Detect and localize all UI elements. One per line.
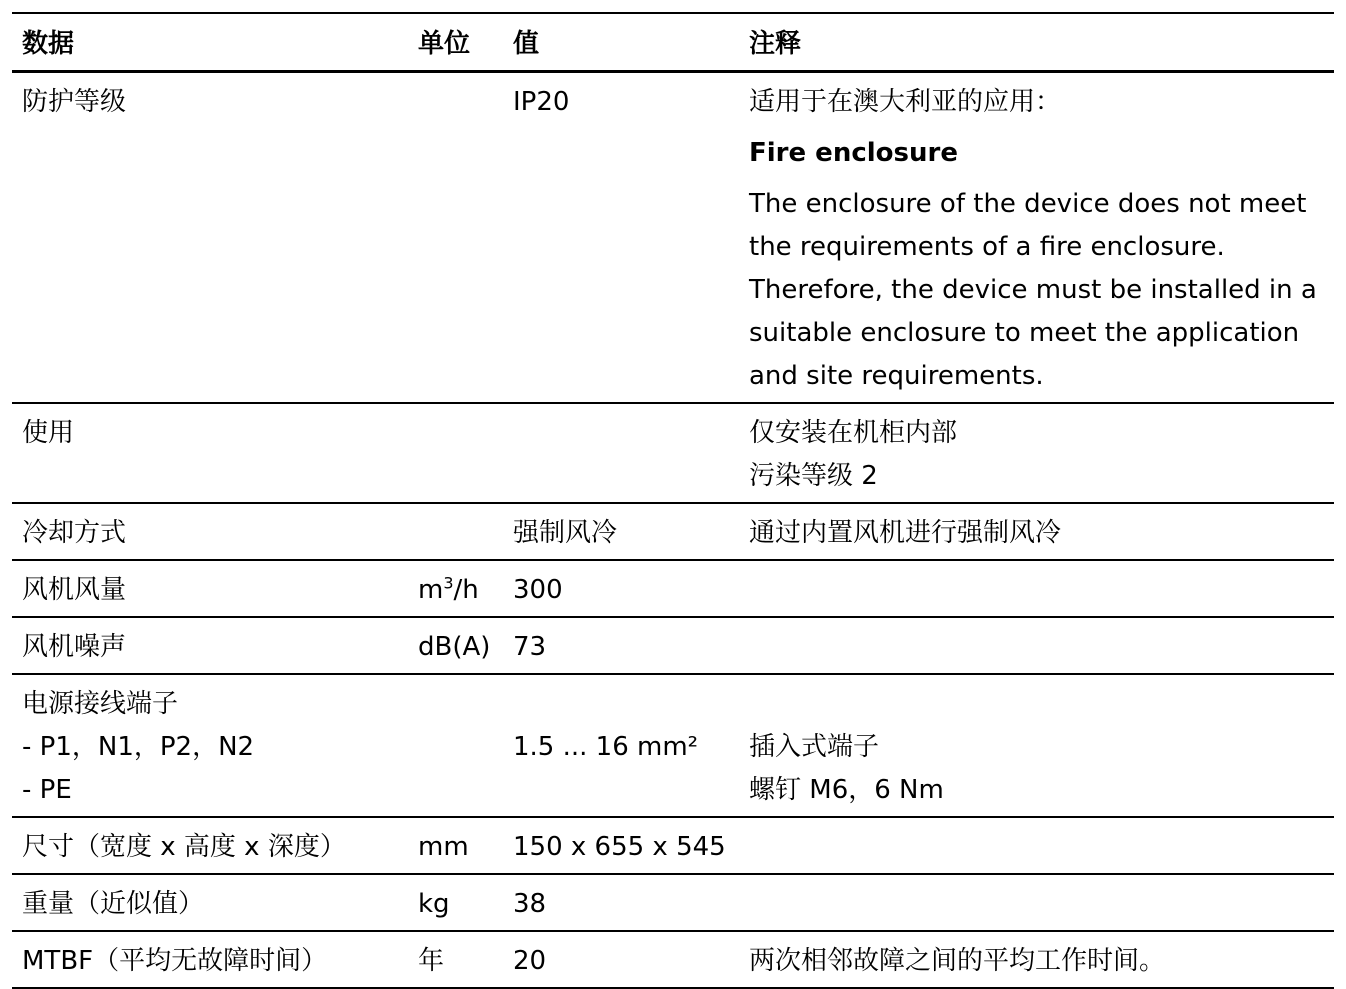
- note-heading: Fire enclosure: [749, 138, 958, 168]
- header-row: [12, 13, 1334, 72]
- row-label-cooling: 冷却方式: [22, 518, 127, 548]
- unit-superscript: 3: [443, 573, 454, 593]
- row-label-mtbf: MTBF（平均无故障时间）: [22, 946, 328, 976]
- row-unit-mtbf: 年: [418, 946, 445, 976]
- row-label-power-terminals: [12, 674, 408, 817]
- row-value-power-terminals: [503, 674, 739, 817]
- table-row: [12, 817, 1334, 874]
- row-value-fan-noise: 73: [513, 632, 547, 662]
- unit-tail: /h: [453, 575, 479, 605]
- row-value-cooling: 强制风冷: [513, 518, 618, 548]
- row-unit-fan-noise: dB(A): [418, 632, 491, 662]
- table-row: [12, 503, 1334, 560]
- table-header: [12, 13, 1334, 72]
- row-value-usage: [503, 403, 739, 503]
- row-value-protection: IP20: [513, 87, 570, 117]
- row-value-dimensions: 150 x 655 x 545: [513, 832, 726, 862]
- note-line: 污染等级 2: [749, 461, 878, 491]
- note-line: 仅安装在机柜内部: [749, 418, 958, 448]
- specification-table: [12, 12, 1334, 989]
- header-value: 值: [503, 13, 739, 72]
- row-label-weight: 重量（近似值）: [22, 889, 205, 919]
- row-note-fan-airflow: [739, 560, 1334, 617]
- terminal-label: 电源接线端子: [22, 689, 179, 719]
- row-note-fan-noise: [739, 617, 1334, 674]
- terminal-note-2: 螺钉 M6，6 Nm: [749, 775, 944, 805]
- row-value-weight: 38: [513, 889, 547, 919]
- table-row: [12, 72, 1334, 404]
- row-note-dimensions: [739, 817, 1334, 874]
- terminal-sub-2: - PE: [22, 775, 72, 805]
- terminal-value: 1.5 ... 16 mm²: [513, 732, 699, 762]
- row-label-protection: 防护等级: [22, 87, 127, 117]
- row-unit-fan-airflow: [408, 560, 503, 617]
- header-unit: 单位: [408, 13, 503, 72]
- row-unit-cooling: [408, 503, 503, 560]
- table-row: [12, 931, 1334, 988]
- row-note-usage: [739, 403, 1334, 503]
- row-label-fan-noise: 风机噪声: [22, 632, 127, 662]
- table-row: [12, 874, 1334, 931]
- row-unit-power-terminals: [408, 674, 503, 817]
- table-row: [12, 403, 1334, 503]
- row-note-cooling: 通过内置风机进行强制风冷: [749, 518, 1062, 548]
- row-label-usage: 使用: [22, 418, 75, 448]
- unit-base: m: [418, 575, 444, 605]
- terminal-note-1: 插入式端子: [749, 732, 880, 762]
- row-label-fan-airflow: 风机风量: [22, 575, 127, 605]
- row-value-mtbf: 20: [513, 946, 547, 976]
- row-label-dimensions: 尺寸（宽度 x 高度 x 深度）: [22, 832, 346, 862]
- row-unit-weight: kg: [418, 889, 450, 919]
- table-row: [12, 617, 1334, 674]
- row-note-weight: [739, 874, 1334, 931]
- table-body: [12, 72, 1334, 989]
- table-row: [12, 560, 1334, 617]
- note-text: The enclosure of the device does not meet the requirements of a fire enclosure. Therefore, the device must be installed in a suitable enclosure to meet the application and site requirements.: [749, 189, 1317, 391]
- row-unit-dimensions: mm: [418, 832, 469, 862]
- row-unit-protection: [408, 72, 503, 404]
- note-intro: 适用于在澳大利亚的应用：: [749, 87, 1062, 117]
- table-row: [12, 674, 1334, 817]
- row-note-protection: [739, 72, 1334, 404]
- row-value-fan-airflow: 300: [513, 575, 563, 605]
- header-note: 注释: [739, 13, 1334, 72]
- row-unit-usage: [408, 403, 503, 503]
- header-data: 数据: [12, 13, 408, 72]
- row-note-mtbf: 两次相邻故障之间的平均工作时间。: [749, 946, 1166, 976]
- terminal-sub-1: - P1，N1，P2，N2: [22, 732, 255, 762]
- row-note-power-terminals: [739, 674, 1334, 817]
